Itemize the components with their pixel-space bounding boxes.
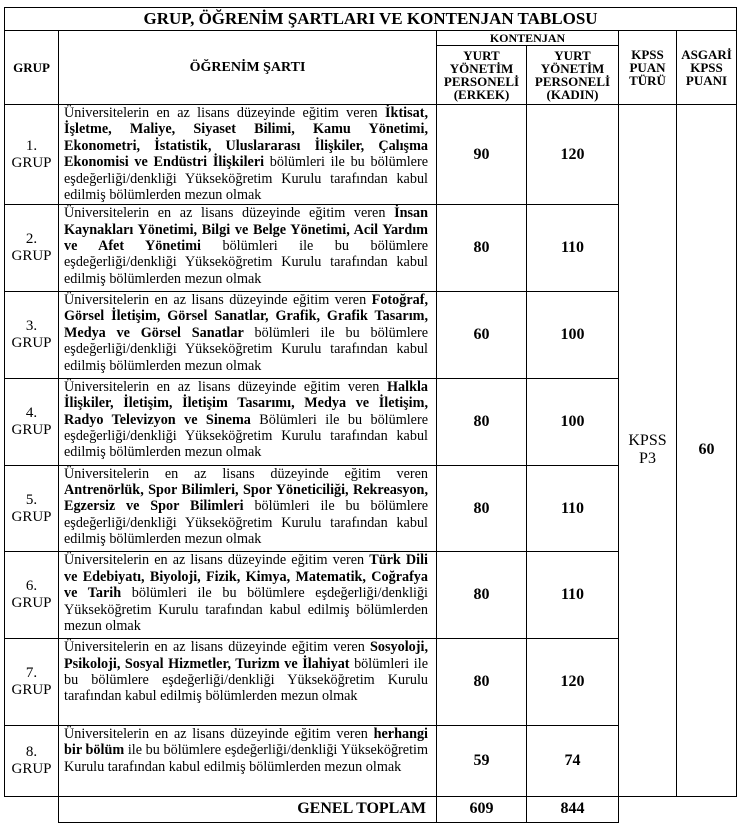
condition-segment: Üniversitelerin en az lisans düzeyinde eğitim veren bbox=[64, 292, 372, 309]
group-label: 5. GRUP bbox=[5, 465, 59, 552]
kpss-puan-turu-value: KPSS P3 bbox=[619, 104, 677, 796]
quota-erkek: 80 bbox=[437, 552, 527, 639]
condition-departments: Halkla İlişkiler, İletişim, İletişim Tasarımı, Medya ve İletişim, Radyo Televizyon ve Sinema bbox=[64, 378, 428, 428]
group-label: 6. GRUP bbox=[5, 552, 59, 639]
total-label: GENEL TOPLAM bbox=[59, 796, 437, 822]
group-label: 8. GRUP bbox=[5, 726, 59, 797]
group-label: 2. GRUP bbox=[5, 205, 59, 292]
total-kadin: 844 bbox=[527, 796, 619, 822]
condition-segment: Üniversitelerin en az lisans düzeyinde eğitim veren bbox=[64, 639, 371, 656]
condition-text bbox=[59, 465, 437, 552]
quota-kadin: 110 bbox=[527, 465, 619, 552]
condition-segment: bölümleri ile bu bölümlere eşdeğerliği/denkliği Yükseköğretim Kurulu tarafından kabul edilmiş bölümlerden mezun olmak bbox=[64, 498, 428, 548]
quota-erkek: 59 bbox=[437, 726, 527, 797]
condition-segment: bölümleri ile bu bölümlere eşdeğerliği/denkliği Yükseköğretim Kurulu tarafından kabul edilmiş bölümlerden mezun olmak bbox=[64, 655, 428, 705]
group-label: 3. GRUP bbox=[5, 292, 59, 379]
quota-kadin: 100 bbox=[527, 292, 619, 379]
quota-erkek: 80 bbox=[437, 378, 527, 465]
quota-kadin: 74 bbox=[527, 726, 619, 797]
condition-segment: Üniversitelerin en az lisans düzeyinde eğitim veren bbox=[64, 465, 428, 482]
group-label: 7. GRUP bbox=[5, 639, 59, 726]
total-empty-cell bbox=[619, 796, 677, 822]
asgari-kpss-puani-value: 60 bbox=[677, 104, 737, 796]
condition-text bbox=[59, 378, 437, 465]
quota-kadin: 120 bbox=[527, 639, 619, 726]
header-grup: GRUP bbox=[5, 31, 59, 105]
header-kontenjan: KONTENJAN bbox=[437, 31, 619, 46]
condition-segment: Üniversitelerin en az lisans düzeyinde eğitim veren bbox=[64, 726, 374, 743]
header-asgari-kpss-puani: ASGARİ KPSS PUANI bbox=[677, 31, 737, 105]
condition-departments: herhangi bir bölüm bbox=[64, 726, 428, 759]
condition-departments: İktisat, İşletme, Maliye, Siyaset Bilimi, Kamu Yönetimi, Ekonometri, İstatistik, Uluslararası İlişkiler, Çalışma Ekonomisi ve Endüstri İlişkileri bbox=[64, 104, 428, 171]
header-kpss-puan-turu: KPSS PUAN TÜRÜ bbox=[619, 31, 677, 105]
quota-erkek: 80 bbox=[437, 465, 527, 552]
quota-kadin: 100 bbox=[527, 378, 619, 465]
condition-departments: Sosyoloji, Psikoloji, Sosyal Hizmetler, Turizm ve İlahiyat bbox=[64, 639, 428, 672]
total-empty-cell bbox=[677, 796, 737, 822]
quota-erkek: 80 bbox=[437, 205, 527, 292]
group-label: 4. GRUP bbox=[5, 378, 59, 465]
condition-text bbox=[59, 205, 437, 292]
header-kadin: YURT YÖNETİM PERSONELİ (KADIN) bbox=[527, 46, 619, 105]
condition-departments: Antrenörlük, Spor Bilimleri, Spor Yöneticiliği, Rekreasyon, Egzersiz ve Spor Bilimleri bbox=[64, 482, 428, 515]
table-row bbox=[5, 104, 737, 204]
quota-kadin: 110 bbox=[527, 205, 619, 292]
condition-segment: Üniversitelerin en az lisans düzeyinde eğitim veren bbox=[64, 205, 395, 222]
quota-kadin: 120 bbox=[527, 104, 619, 204]
condition-segment: Bölümleri ile bu bölümlere eşdeğerliği/denkliği Yükseköğretim Kurulu tarafından kabul edilmiş bölümlerden mezun olmak bbox=[64, 411, 429, 461]
group-label: 1. GRUP bbox=[5, 104, 59, 204]
condition-segment: Üniversitelerin en az lisans düzeyinde eğitim veren bbox=[64, 104, 386, 121]
condition-text bbox=[59, 292, 437, 379]
condition-departments: Türk Dili ve Edebiyatı, Biyoloji, Fizik, Kimya, Matematik, Coğrafya ve Tarih bbox=[64, 552, 428, 602]
header-erkek: YURT YÖNETİM PERSONELİ (ERKEK) bbox=[437, 46, 527, 105]
quota-erkek: 60 bbox=[437, 292, 527, 379]
condition-departments: İnsan Kaynakları Yönetimi, Bilgi ve Belge Yönetimi, Acil Yardım ve Afet Yönetimi bbox=[64, 205, 428, 255]
condition-segment: bölümleri ile bu bölümlere eşdeğerliği/denkliği Yükseköğretim Kurulu tarafından kabul edilmiş bölümlerden mezun olmak bbox=[64, 324, 428, 374]
condition-segment: bölümleri ile bu bölümlere eşdeğerliği/denkliği Yükseköğretim Kurulu tarafından kabul edilmiş bölümlerden mezun olmak bbox=[64, 238, 428, 287]
kontenjan-table bbox=[4, 7, 737, 823]
condition-segment: bölümleri ile bu bölümlere eşdeğerliği/denkliği Yükseköğretim Kurulu tarafından kabul edilmiş bölümlerden mezun olmak bbox=[64, 154, 428, 203]
condition-text bbox=[59, 726, 437, 797]
total-empty-cell bbox=[5, 796, 59, 822]
quota-erkek: 80 bbox=[437, 639, 527, 726]
quota-kadin: 110 bbox=[527, 552, 619, 639]
condition-segment: bölümleri ile bu bölümlere eşdeğerliği/denkliği Yükseköğretim Kurulu tarafından kabul edilmiş bölümlerden mezun olmak bbox=[64, 585, 428, 635]
condition-segment: ile bu bölümlere eşdeğerliği/denkliği Yükseköğretim Kurulu tarafından kabul edilmiş bölümlerden mezun olmak bbox=[64, 742, 428, 775]
condition-text bbox=[59, 639, 437, 726]
total-erkek: 609 bbox=[437, 796, 527, 822]
condition-segment: Üniversitelerin en az lisans düzeyinde eğitim veren bbox=[64, 552, 370, 569]
condition-departments: Fotoğraf, Görsel İletişim, Görsel Sanatlar, Grafik, Grafik Tasarım, Medya ve Görsel Sanatlar bbox=[64, 292, 428, 341]
header-ogrenim-sarti: ÖĞRENİM ŞARTI bbox=[59, 31, 437, 105]
condition-segment: Üniversitelerin en az lisans düzeyinde eğitim veren bbox=[64, 378, 387, 395]
quota-erkek: 90 bbox=[437, 104, 527, 204]
condition-text bbox=[59, 104, 437, 204]
condition-text bbox=[59, 552, 437, 639]
table-title: GRUP, ÖĞRENİM ŞARTLARI VE KONTENJAN TABLOSU bbox=[5, 8, 737, 31]
